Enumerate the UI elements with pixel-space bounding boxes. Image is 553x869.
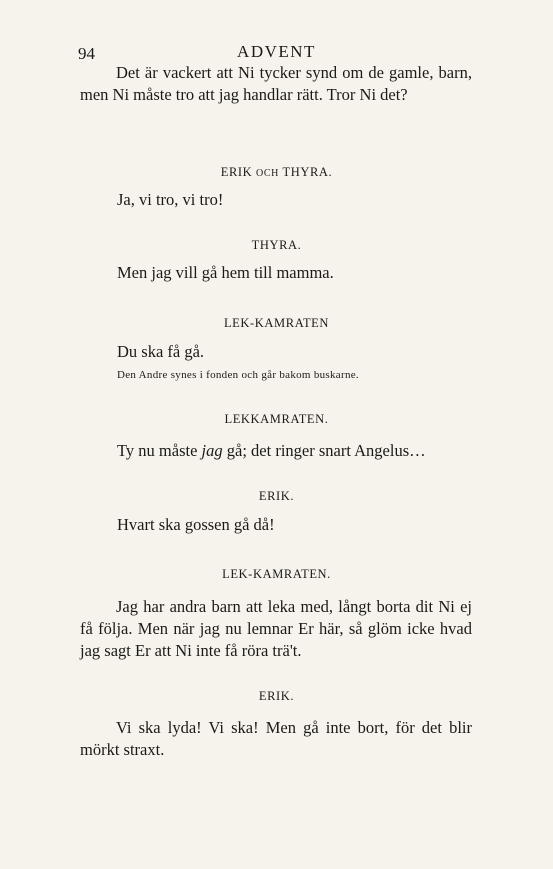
speaker-name-thyra: THYRA.: [282, 165, 333, 179]
speaker-heading-3: LEK-KAMRATEN: [223, 316, 330, 330]
paragraph-1: Det är vackert att Ni tycker synd om de gamle, barn, men Ni måste tro att jag handlar rätt. Tror Ni det?: [80, 63, 472, 104]
speaker-heading-4: LEKKAMRATEN.: [224, 412, 329, 426]
stage-direction: Den Andre synes i fonden och går bakom buskarne.: [117, 369, 359, 381]
speaker-heading-1: [0, 165, 553, 180]
dialogue-line-2: Men jag vill gå hem till mamma.: [117, 263, 334, 282]
paragraph-7: Vi ska lyda! Vi ska! Men gå inte bort, för det blir mörkt straxt.: [80, 718, 472, 759]
line4-start: Ty nu måste: [117, 441, 202, 460]
dialogue-line-4: [117, 441, 426, 461]
dialogue-line-1: Ja, vi tro, vi tro!: [117, 190, 224, 209]
dialogue-line-3: Du ska få gå.: [117, 342, 205, 361]
speaker-heading-7: ERIK.: [258, 689, 295, 703]
page-number: 94: [78, 44, 95, 63]
speaker-name-erik: ERIK: [220, 165, 253, 179]
running-title: ADVENT: [237, 42, 316, 61]
speaker-heading-2: THYRA.: [251, 238, 302, 252]
speaker-heading-5: ERIK.: [258, 489, 295, 503]
speaker-heading-6: LEK-KAMRATEN.: [222, 567, 331, 581]
speaker-conjunction: OCH: [256, 168, 279, 179]
dialogue-line-5: Hvart ska gossen gå då!: [117, 515, 275, 534]
line4-end: gå; det ringer snart Angelus…: [222, 441, 426, 460]
line4-emphasis: jag: [201, 441, 223, 460]
paragraph-6: Jag har andra barn att leka med, långt borta dit Ni ej få följa. Men när jag nu lemnar Er här, så glöm icke hvad jag sagt Er att Ni inte få röra trä't.: [80, 597, 472, 660]
